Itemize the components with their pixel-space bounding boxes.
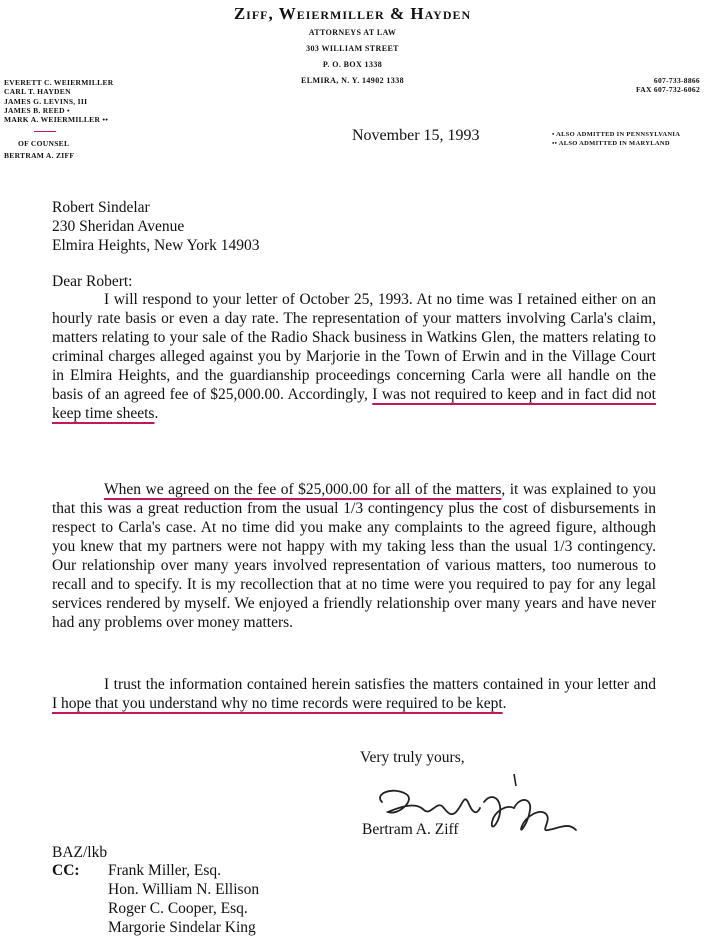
partner-name: CARL T. HAYDEN <box>4 87 71 97</box>
recipient-street: 230 Sheridan Avenue <box>52 218 185 235</box>
underlined-statement: When we agreed on the fee of $25,000.00 for all of the matters <box>104 481 502 498</box>
partner-name: JAMES G. LEVINS, III <box>4 96 88 106</box>
recipient-city: Elmira Heights, New York 14903 <box>52 237 260 254</box>
salutation: Dear Robert: <box>52 273 133 290</box>
firm-tagline: ATTORNEYS AT LAW <box>308 28 397 37</box>
typist-initials: BAZ/lkb <box>52 844 108 861</box>
underlined-statement: I was not required to keep and in fact did not keep time sheets <box>52 386 656 422</box>
firm-name: Ziff, Weiermiller & Hayden <box>233 4 472 23</box>
partner-list <box>4 78 113 124</box>
paragraph-text: I trust the information contained herein satisfies the matters contained in your letter and <box>104 676 656 693</box>
recipient-name: Robert Sindelar <box>52 199 150 216</box>
firm-phone: 607-733-8866 <box>653 76 700 85</box>
signer-name: Bertram A. Ziff <box>362 821 459 838</box>
partner-name: JAMES B. REED • <box>4 105 70 115</box>
firm-po-box: P. O. BOX 1338 <box>322 60 383 69</box>
underlined-statement: I hope that you understand why no time records were required to be kept <box>52 695 503 712</box>
cc-recipient: Frank Miller, Esq. <box>108 862 222 879</box>
cc-recipient: Margorie Sindelar King <box>108 919 256 936</box>
partner-name: MARK A. WEIERMILLER •• <box>4 115 109 125</box>
of-counsel-divider <box>34 131 56 132</box>
admission-line: • ALSO ADMITTED IN PENNSYLVANIA <box>552 131 681 138</box>
cc-recipient: Hon. William N. Ellison <box>108 881 260 898</box>
paragraph-text: I will respond to your letter of October 25, 1993. At no time was I retained either on an hourly rate basis or even a day rate. The representation of your matters involving Carla's claim, matters relating to your sale of the Radio Shack business in Watkins Glen, the matters relating to criminal charges alleged against you by Marjorie in the Town of Erwin and in the Village Court in Elmira Heights, and the guardianship proceedings concerning Carla were all handle on the basis of an agreed fee of $25,000.00. Accordingly, <box>52 291 656 403</box>
cc-label: CC: <box>52 862 80 879</box>
partner-name: EVERETT C. WEIERMILLER <box>4 78 114 87</box>
of-counsel-label: OF COUNSEL <box>18 139 70 148</box>
paragraph-tail: . <box>154 405 159 422</box>
body-paragraph-2 <box>52 480 656 632</box>
firm-street: 303 WILLIAM STREET <box>306 44 399 53</box>
body-paragraph-1 <box>52 290 656 423</box>
firm-fax: FAX 607-732-6062 <box>635 85 700 95</box>
body-paragraph-3 <box>52 675 656 713</box>
of-counsel-name: BERTRAM A. ZIFF <box>4 151 75 160</box>
firm-city: ELMIRA, N. Y. 14902 1338 <box>300 76 404 85</box>
letter-date: November 15, 1993 <box>352 127 480 144</box>
admissions-note <box>552 131 680 148</box>
admission-line: •• ALSO ADMITTED IN MARYLAND <box>552 139 670 147</box>
paragraph-text: , it was explained to you that this was a great reduction from the usual 1/3 contingency plus the cost of disbursements in respect to Carla's case. At no time did you make any complaints to the agreed figure, although you knew that my partners were not happy with my taking less than the usual 1/3 contingency. Our relationship over many years involved representation of various matters, too numerous to recall and to specify. It is my recollection that at no time were you required to pay for any legal services rendered by myself. We enjoyed a friendly relationship over many years and have never had any problems over money matters. <box>52 481 656 631</box>
cc-recipient: Roger C. Cooper, Esq. <box>108 900 248 917</box>
closing: Very truly yours, <box>360 749 465 766</box>
paragraph-tail: . <box>502 695 507 712</box>
recipient-address <box>52 198 260 255</box>
cc-list <box>108 861 259 937</box>
firm-contact <box>636 76 700 95</box>
